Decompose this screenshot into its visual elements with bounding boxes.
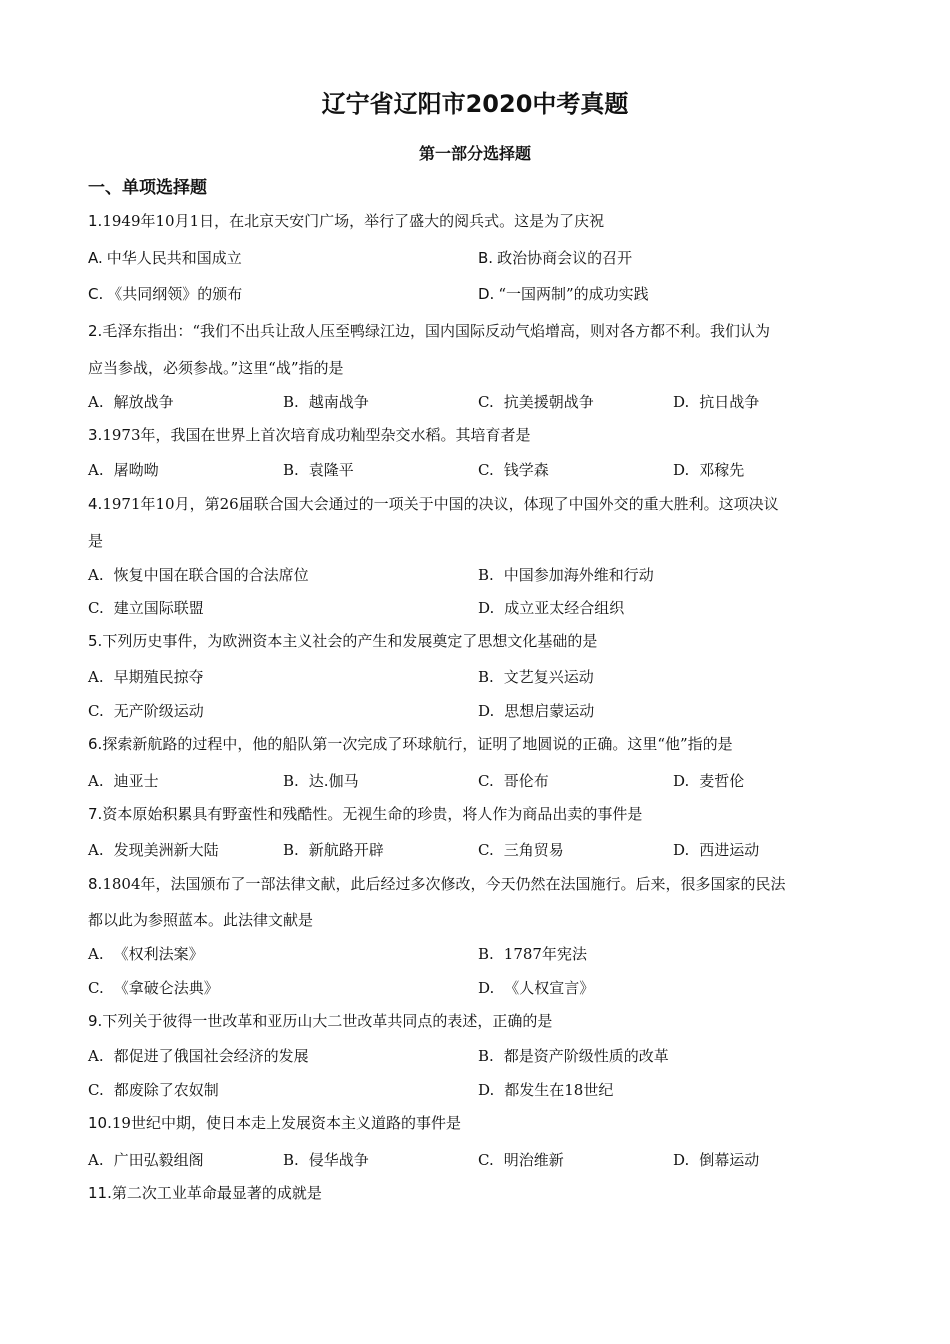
question-6-stem: [88, 731, 868, 757]
option-letter: B.: [283, 1151, 299, 1169]
question-7-stem: [88, 801, 868, 827]
question-8-option-d: [478, 975, 594, 1001]
option-text: 中华人民共和国成立: [106, 249, 242, 267]
option-text: 三角贸易: [503, 841, 564, 859]
question-6-option-c: [478, 768, 549, 794]
option-text: 1787年宪法: [503, 945, 587, 963]
option-text: 解放战争: [113, 393, 174, 411]
option-text: 达.伽马: [308, 772, 359, 790]
option-letter: A.: [88, 841, 104, 859]
question-10-stem: [88, 1110, 868, 1136]
question-4-option-b: [478, 562, 654, 588]
option-text: 倒幕运动: [699, 1151, 760, 1169]
option-text: 《拿破仑法典》: [113, 979, 219, 997]
option-text: 袁隆平: [308, 461, 354, 479]
option-text: 《权利法案》: [113, 945, 204, 963]
question-3-option-c: [478, 457, 549, 483]
option-text: 广田弘毅组阁: [113, 1151, 204, 1169]
option-text: 侵华战争: [308, 1151, 369, 1169]
question-text: 1804年，法国颁布了一部法律文献，此后经过多次修改，今天仍然在法国施行。后来，很多国家的民法: [102, 875, 786, 893]
question-8-option-c: [88, 975, 219, 1001]
option-letter: A.: [88, 772, 104, 790]
question-text: 1973年，我国在世界上首次培育成功籼型杂交水稻。其培育者是: [102, 426, 531, 444]
question-2-option-b: [283, 389, 369, 415]
option-letter: A.: [88, 566, 104, 584]
option-text: 中国参加海外维和行动: [503, 566, 654, 584]
option-text: 西进运动: [699, 841, 760, 859]
option-letter: C.: [88, 1081, 104, 1099]
question-1-option-b: [478, 245, 632, 271]
question-7-option-c: [478, 837, 564, 863]
question-2-option-c: [478, 389, 594, 415]
option-text: 哥伦布: [503, 772, 549, 790]
question-number: 3.: [88, 426, 103, 444]
option-letter: A.: [88, 1151, 104, 1169]
question-8-stem-continued: [88, 907, 868, 933]
option-letter: D.: [478, 285, 495, 303]
question-number: 6.: [88, 735, 103, 753]
option-letter: B.: [283, 772, 299, 790]
question-1-stem: [88, 208, 868, 234]
option-text: 新航路开辟: [308, 841, 384, 859]
option-letter: D.: [673, 1151, 690, 1169]
question-5-option-a: [88, 664, 204, 690]
option-text: 都促进了俄国社会经济的发展: [113, 1047, 309, 1065]
option-letter: B.: [283, 461, 299, 479]
question-5-option-b: [478, 664, 594, 690]
question-text: 1949年10月1日，在北京天安门广场，举行了盛大的阅兵式。这是为了庆祝: [102, 212, 605, 230]
question-6-option-a: [88, 768, 159, 794]
question-9-option-a: [88, 1043, 309, 1069]
question-8-option-a: [88, 941, 204, 967]
option-letter: B.: [478, 566, 494, 584]
question-2-stem: [88, 318, 868, 344]
question-10-option-c: [478, 1147, 564, 1173]
question-4-option-d: [478, 595, 624, 621]
question-4-stem: [88, 491, 868, 517]
question-2-stem-continued: [88, 355, 868, 381]
option-text: 文艺复兴运动: [503, 668, 594, 686]
question-8-option-b: [478, 941, 587, 967]
option-text: 邓稼先: [699, 461, 745, 479]
question-7-option-b: [283, 837, 384, 863]
question-6-option-b: [283, 768, 359, 794]
option-letter: C.: [88, 702, 104, 720]
question-text: 是: [88, 532, 104, 550]
question-2-option-a: [88, 389, 174, 415]
option-text: 都废除了农奴制: [113, 1081, 219, 1099]
question-text: 第二次工业革命最显著的成就是: [111, 1184, 322, 1202]
option-text: 早期殖民掠夺: [113, 668, 204, 686]
question-5-stem: [88, 628, 868, 654]
option-letter: C.: [478, 841, 494, 859]
option-text: 钱学森: [503, 461, 549, 479]
option-letter: A.: [88, 393, 104, 411]
question-9-option-c: [88, 1077, 219, 1103]
question-8-stem: [88, 871, 868, 897]
option-text: 麦哲伦: [699, 772, 745, 790]
option-letter: A.: [88, 249, 103, 267]
option-text: 建立国际联盟: [113, 599, 204, 617]
option-letter: D.: [673, 841, 690, 859]
option-text: 《共同纲领》的颁布: [107, 285, 243, 303]
question-3-option-b: [283, 457, 354, 483]
question-text: 下列关于彼得一世改革和亚历山大二世改革共同点的表述，正确的是: [102, 1012, 553, 1030]
option-letter: C.: [478, 461, 494, 479]
question-10-option-b: [283, 1147, 369, 1173]
option-letter: D.: [478, 1081, 495, 1099]
part-subtitle: 第一部分选择题: [418, 144, 531, 163]
question-4-stem-continued: [88, 528, 868, 554]
question-5-option-c: [88, 698, 204, 724]
option-text: 恢复中国在联合国的合法席位: [113, 566, 309, 584]
option-letter: B.: [283, 393, 299, 411]
question-6-option-d: [673, 768, 744, 794]
question-1-option-a: [88, 245, 242, 271]
question-5-option-d: [478, 698, 594, 724]
question-2-option-d: [673, 389, 759, 415]
question-text: 应当参战，必须参战。”这里“战”指的是: [88, 359, 344, 377]
option-text: 抗美援朝战争: [503, 393, 594, 411]
option-letter: D.: [478, 599, 495, 617]
question-number: 11.: [88, 1184, 112, 1202]
option-letter: C.: [478, 393, 494, 411]
option-text: 迪亚士: [113, 772, 159, 790]
option-text: 都是资产阶级性质的改革: [503, 1047, 669, 1065]
question-4-option-c: [88, 595, 204, 621]
question-text: 19世纪中期，使日本走上发展资本主义道路的事件是: [111, 1114, 461, 1132]
option-letter: B.: [478, 945, 494, 963]
option-text: 《人权宣言》: [504, 979, 595, 997]
question-text: 都以此为参照蓝本。此法律文献是: [88, 911, 314, 929]
option-letter: B.: [478, 1047, 494, 1065]
question-number: 2.: [88, 322, 103, 340]
option-letter: B.: [478, 668, 494, 686]
question-3-option-a: [88, 457, 159, 483]
question-number: 8.: [88, 875, 103, 893]
option-letter: D.: [478, 702, 495, 720]
question-9-option-d: [478, 1077, 613, 1103]
question-number: 1.: [88, 212, 103, 230]
option-letter: D.: [673, 772, 690, 790]
question-11-stem: [88, 1180, 868, 1206]
question-9-stem: [88, 1008, 868, 1034]
option-letter: C.: [88, 599, 104, 617]
question-number: 9.: [88, 1012, 103, 1030]
option-text: 思想启蒙运动: [504, 702, 595, 720]
question-text: 下列历史事件，为欧洲资本主义社会的产生和发展奠定了思想文化基础的是: [102, 632, 598, 650]
question-text: 探索新航路的过程中，他的船队第一次完成了环球航行，证明了地圆说的正确。这里“他”指的是: [102, 735, 733, 753]
question-7-option-d: [673, 837, 759, 863]
question-9-option-b: [478, 1043, 669, 1069]
question-4-option-a: [88, 562, 309, 588]
section-heading: 一、单项选择题: [88, 178, 207, 198]
question-1-option-c: [88, 281, 242, 307]
option-text: 屠呦呦: [113, 461, 159, 479]
option-text: 成立亚太经合组织: [504, 599, 625, 617]
option-letter: B.: [283, 841, 299, 859]
option-letter: D.: [478, 979, 495, 997]
option-letter: C.: [88, 979, 104, 997]
question-text: 1971年10月，第26届联合国大会通过的一项关于中国的决议，体现了中国外交的重大胜利。这项决议: [102, 495, 779, 513]
option-letter: C.: [88, 285, 104, 303]
question-10-option-a: [88, 1147, 204, 1173]
option-letter: D.: [673, 461, 690, 479]
option-letter: A.: [88, 945, 104, 963]
option-text: 越南战争: [308, 393, 369, 411]
option-text: 政治协商会议的召开: [497, 249, 633, 267]
option-text: 无产阶级运动: [113, 702, 204, 720]
option-letter: D.: [673, 393, 690, 411]
option-text: 都发生在18世纪: [504, 1081, 614, 1099]
option-letter: C.: [478, 772, 494, 790]
question-1-option-d: [478, 281, 649, 307]
option-letter: B.: [478, 249, 494, 267]
page-title: 辽宁省辽阳市2020中考真题: [321, 90, 629, 118]
option-text: 抗日战争: [699, 393, 760, 411]
question-10-option-d: [673, 1147, 759, 1173]
question-3-stem: [88, 422, 868, 448]
option-text: 明治维新: [503, 1151, 564, 1169]
question-number: 7.: [88, 805, 103, 823]
option-letter: C.: [478, 1151, 494, 1169]
question-number: 4.: [88, 495, 103, 513]
option-letter: A.: [88, 668, 104, 686]
question-text: 毛泽东指出：“我们不出兵让敌人压至鸭绿江边，国内国际反动气焰增高，则对各方都不利。我们认为: [102, 322, 770, 340]
option-text: 发现美洲新大陆: [113, 841, 219, 859]
option-letter: A.: [88, 461, 104, 479]
question-3-option-d: [673, 457, 744, 483]
option-text: “一国两制”的成功实践: [498, 285, 649, 303]
question-7-option-a: [88, 837, 219, 863]
question-text: 资本原始积累具有野蛮性和残酷性。无视生命的珍贵，将人作为商品出卖的事件是: [102, 805, 643, 823]
option-letter: A.: [88, 1047, 104, 1065]
question-number: 10.: [88, 1114, 112, 1132]
question-number: 5.: [88, 632, 103, 650]
